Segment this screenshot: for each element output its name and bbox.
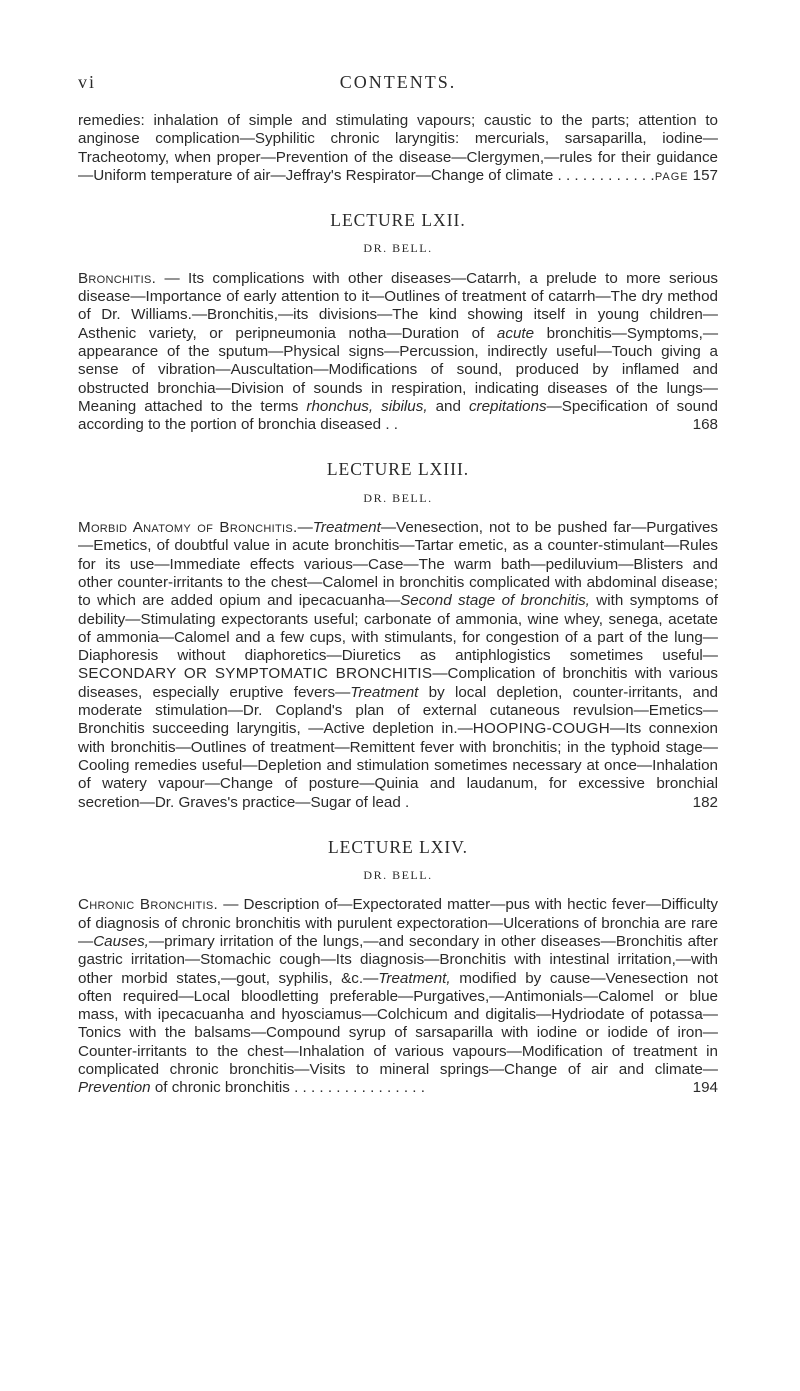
- lecturer-name: DR. BELL.: [363, 241, 433, 256]
- contents-paragraph: [78, 519, 718, 812]
- page-reference: [693, 1079, 718, 1097]
- text-run: — Description of—Expectorated matter—pus with hectic fever—Difficulty of diagnosis of chronic bronchitis with purulent expectoration—Ulcerations of bronchia are rare—: [78, 896, 718, 950]
- topic-lead: Morbid Anatomy of Bronchitis.: [78, 519, 298, 537]
- page-reference: [693, 416, 718, 434]
- page-number: 194: [692, 1079, 718, 1097]
- lecture-heading: LECTURE LXIV.: [327, 836, 469, 857]
- italic-text: Second stage of bronchitis,: [400, 592, 590, 610]
- text-run: —Its connexion with bronchitis—Outlines of treatment—Remittent fever with bronchitis; in the typhoid stage—Cooling remedies useful—Depletion and stimulation sometimes necessary at once—Inhalation of watery vapour—Change of posture—Quinia and laudanum, for excessive bronchial secretion—Dr. Graves's practice—Sugar of lead .: [78, 720, 718, 811]
- text-run: —primary irritation of the lungs,—and secondary in other diseases—Bronchitis after gastric irritation—Stomachic cough—Its diagnosis—Bronchitis with intestinal irritation,—with other morbid states,—gout, syphilis, &c.—: [78, 932, 718, 987]
- italic-text: Treatment,: [378, 969, 451, 987]
- page-number: 157: [692, 166, 718, 184]
- topic-lead: Chronic Bronchitis.: [78, 896, 219, 914]
- text-run: by local depletion, counter-irritants, and moderate stimulation—Dr. Copland's plan of external cutaneous revulsion—Emetics—Bronchitis succeeding laryngitis, —Active depletion in.—: [78, 683, 718, 738]
- contents-paragraph: [78, 112, 718, 185]
- running-title: CONTENTS.: [339, 72, 457, 92]
- text-run: with symptoms of debility—Stimulating expectorants useful; carbonate of ammonia, wine whey, senega, acetate of ammonia—Calomel and a few cups, with stimulants, for congestion of a part of the lung—Diaphoresis without diaphoretics—Diuretics as antiphlogistics sometimes useful—: [78, 592, 718, 665]
- text-run: modified by cause—Venesection not often required—Local bloodletting preferable—Purgatives,—Antimonials—Calomel or blue mass, with ipecacuanha and hyosciamus—Colchicum and digitalis—Hydriodate of potassa—Tonics with the balsams—Compound syrup of sarsaparilla with iodine or iodide of iron—Counter-irritants to the chest—Inhalation of various vapours—Modification of treatment in complicated chronic bronchitis—Visits to mineral springs—Change of air and climate—: [78, 969, 718, 1079]
- lecturer-name: DR. BELL.: [363, 868, 433, 883]
- text-run: — Its complications with other diseases—Catarrh, a prelude to more serious disease—Importance of early attention to it—Outlines of treatment of catarrh—The dry method of Dr. Williams.—Bronchitis,—its divisions—The kind showing itself in young children—Asthenic variety, or peripneumonia notha—Duration of: [78, 269, 718, 342]
- italic-text: crepitations: [468, 397, 547, 415]
- text-run: SECONDARY OR SYMPTOMATIC BRONCHITIS: [78, 665, 433, 683]
- topic-lead: Bronchitis.: [78, 269, 157, 287]
- text-run: bronchitis—Symptoms,—appearance of the sputum—Physical signs—Percussion, indirectly useful—Touch giving a sense of vibration—Auscultation—Modifications of sound, produced by inflamed and obstructed bronchia—Division of sounds in respiration, indicating diseases of the lungs—Meaning attached to the terms: [78, 324, 719, 415]
- text-run: of chronic bronchitis . . . . . . . . . . . . . . . .: [150, 1079, 425, 1097]
- text-run: HOOPING-COUGH: [472, 720, 610, 738]
- italic-text: Prevention: [78, 1079, 151, 1097]
- text-run: —: [297, 519, 313, 537]
- italic-text: Treatment: [312, 519, 381, 537]
- page-label: PAGE: [654, 170, 689, 183]
- contents-paragraph: [78, 896, 718, 1097]
- text-run: —Complication of bronchitis with various diseases, especially eruptive fevers—: [78, 665, 718, 701]
- italic-text: rhonchus, sibilus,: [306, 397, 428, 415]
- italic-text: Treatment: [350, 683, 419, 701]
- italic-text: Causes,: [93, 932, 149, 950]
- page-folio: vi: [78, 72, 97, 92]
- text-run: —Specification of sound according to the portion of bronchia diseased . .: [78, 397, 719, 434]
- lecture-heading: LECTURE LXIII.: [326, 459, 470, 480]
- text-run: and: [427, 397, 469, 415]
- text-run: —Venesection, not to be pushed far—Purgatives—Emetics, of doubtful value in acute bronchitis—Tartar emetic, as a counter-stimulant—Rules for its use—Immediate effects various—Case—The warm bath—pediluvium—Blisters and other counter-irritants to the chest—Calomel in bronchitis complicated with abdominal disease; to which are added opium and ipecacuanha—: [78, 519, 719, 610]
- lecturer-name: DR. BELL.: [363, 490, 433, 505]
- contents-paragraph: [78, 270, 718, 435]
- page-reference: [655, 167, 718, 186]
- page-reference: [693, 794, 718, 812]
- italic-text: acute: [496, 324, 535, 342]
- page-number: 182: [692, 793, 718, 811]
- contents-body: [78, 112, 718, 1098]
- text-run: remedies: inhalation of simple and stimulating vapours; caustic to the parts; attention to anginose complication—Syphilitic chronic laryngitis: mercurials, sarsaparilla, iodine—Tracheotomy, when proper—Prevention of the disease—Clergymen,—rules for their guidance—Uniform temperature of air—Jeffray's Respirator—Change of climate . . . . . . . . . . . .: [78, 112, 718, 184]
- page-number: 168: [692, 416, 718, 434]
- lecture-heading: LECTURE LXII.: [330, 210, 466, 231]
